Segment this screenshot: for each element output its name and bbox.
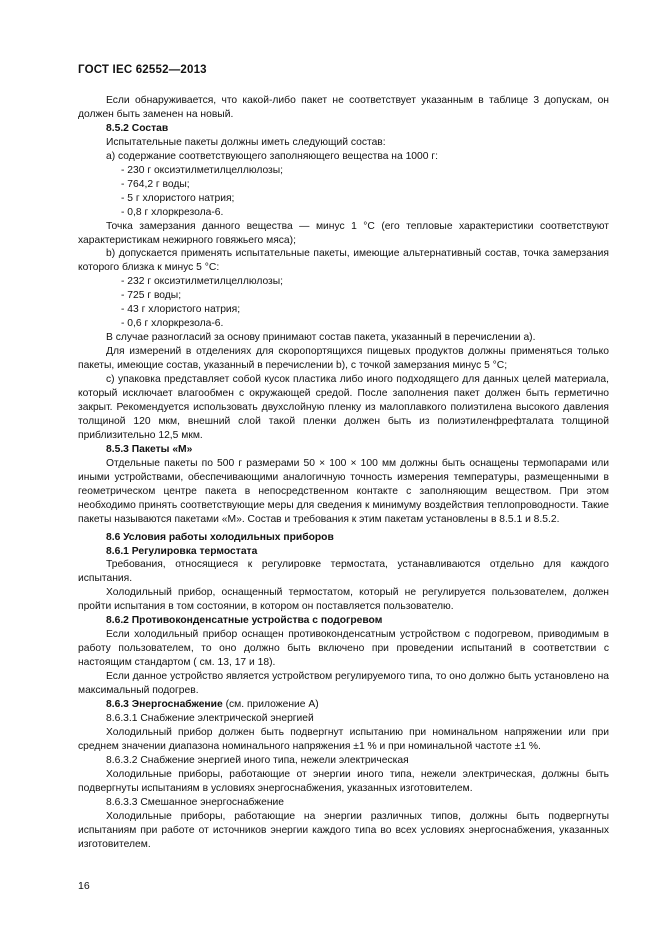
- section-heading-8-5-2: 8.5.2 Состав: [106, 122, 169, 134]
- list-item: - 232 г оксиэтилметилцеллюлозы;: [121, 276, 284, 288]
- list-item: - 43 г хлористого натрия;: [121, 304, 241, 316]
- paragraph: Для измерений в отделениях для скоропортящихся пищевых продуктов должны применяться только пакеты, имеющие состав, указанный в перечислении b), с точкой замерзания минус 5 °С;: [78, 346, 609, 372]
- paragraph: Отдельные пакеты по 500 г размерами 50 × 100 × 100 мм должны быть оснащены термопарами или иными устройствами, обеспечивающими аналогичную точность измерения температуры, размещенными в геометрическом центре пакета в непосредственном контакте с заполняющим веществом. При этом необходимо принять соответствующие меры для сведения к минимуму воздействия теплопроводности. Такие пакеты называются пакетами «М». Состав и требования к этим пакетам установлены в 8.5.1 и 8.5.2.: [78, 457, 609, 525]
- page-content: [78, 94, 609, 851]
- list-item-c: c) упаковка представляет собой кусок пластика либо иного подходящего для данных целей материала, который исключает влагообмен с окружающей средой. После заполнения пакет должен быть герметично закрыт. Рекомендуется использовать двухслойную пленку из малоплавкого полиэтилена высокого давления толщиной 120 мкм, внешний слой такой пленки должен быть из полиэтиленфрефталата толщиной приблизительно 12,5 мкм.: [78, 374, 609, 441]
- list-item-b: b) допускается применять испытательные пакеты, имеющие альтернативный состав, точка замерзания которого близка к минус 5 °С:: [78, 248, 609, 274]
- section-heading-8-6-3-1: 8.6.3.1 Снабжение электрической энергией: [106, 712, 314, 724]
- paragraph: В случае разногласий за основу принимают состав пакета, указанный в перечислении а).: [106, 332, 536, 344]
- section-heading-8-6-2: 8.6.2 Противоконденсатные устройства с подогревом: [106, 615, 383, 627]
- paragraph: Если данное устройство является устройством регулируемого типа, то оно должно быть установлено на максимальный подогрев.: [78, 671, 609, 697]
- paragraph: Требования, относящиеся к регулировке термостата, устанавливаются отдельно для каждого испытания.: [78, 559, 609, 585]
- paragraph: Если обнаруживается, что какой-либо пакет не соответствует указанным в таблице 3 допускам, он должен быть заменен на новый.: [78, 95, 609, 120]
- list-item: - 725 г воды;: [121, 290, 182, 302]
- paragraph: Холодильный прибор, оснащенный термостатом, который не регулируется пользователем, должен пройти испытания в том состоянии, в котором он поставляется пользователю.: [78, 587, 609, 613]
- page-header: ГОСТ IEC 62552—2013: [78, 64, 207, 76]
- list-item: - 5 г хлористого натрия;: [121, 192, 235, 204]
- paragraph: Испытательные пакеты должны иметь следующий состав:: [106, 136, 386, 148]
- list-item: - 0,8 г хлоркрезола-6.: [121, 206, 224, 218]
- paragraph: Если холодильный прибор оснащен противоконденсатным устройством с подогревом, приводимым в работу пользователем, то оно должно быть включено при проведении испытаний в соответствии с настоящим стандартом ( см. 13, 17 и 18).: [78, 629, 609, 669]
- section-heading-8-6-3: [78, 698, 609, 712]
- list-item-a: a) содержание соответствующего заполняющего вещества на 1000 г:: [106, 150, 438, 162]
- list-item: - 764,2 г воды;: [121, 178, 190, 190]
- section-heading-8-6: 8.6 Условия работы холодильных приборов: [106, 531, 334, 543]
- list-item: - 0,6 г хлоркрезола-6.: [121, 318, 224, 330]
- paragraph: Холодильные приборы, работающие на энергии различных типов, должны быть подвергнуты испытаниям при работе от источников энергии каждого типа во всех условиях энергоснабжения, указанных изготовителем.: [78, 810, 609, 850]
- heading-note: (см. приложение А): [222, 698, 319, 710]
- section-heading-8-6-1: 8.6.1 Регулировка термостата: [106, 545, 258, 557]
- section-heading-8-6-3-3: 8.6.3.3 Смешанное энергоснабжение: [106, 796, 285, 808]
- page-number: 16: [78, 880, 90, 892]
- section-heading-8-6-3-2: 8.6.3.2 Снабжение энергией иного типа, нежели электрическая: [106, 754, 409, 766]
- paragraph: Точка замерзания данного вещества — минус 1 °С (его тепловые характеристики соответствуют характеристикам нежирного говяжьего мяса);: [78, 220, 609, 246]
- paragraph: Холодильный прибор должен быть подвергнут испытанию при номинальном напряжении или при среднем значении диапазона номинального напряжения ±1 % и при номинальной частоте ±1 %.: [78, 726, 609, 752]
- section-heading-8-5-3: 8.5.3 Пакеты «М»: [106, 443, 193, 455]
- heading-bold-part: 8.6.3 Энергоснабжение: [106, 698, 223, 710]
- paragraph: Холодильные приборы, работающие от энергии иного типа, нежели электрическая, должны быть подвергнуты испытаниям в условиях энергоснабжения, указанных изготовителем.: [78, 768, 609, 794]
- list-item: - 230 г оксиэтилметилцеллюлозы;: [121, 164, 284, 176]
